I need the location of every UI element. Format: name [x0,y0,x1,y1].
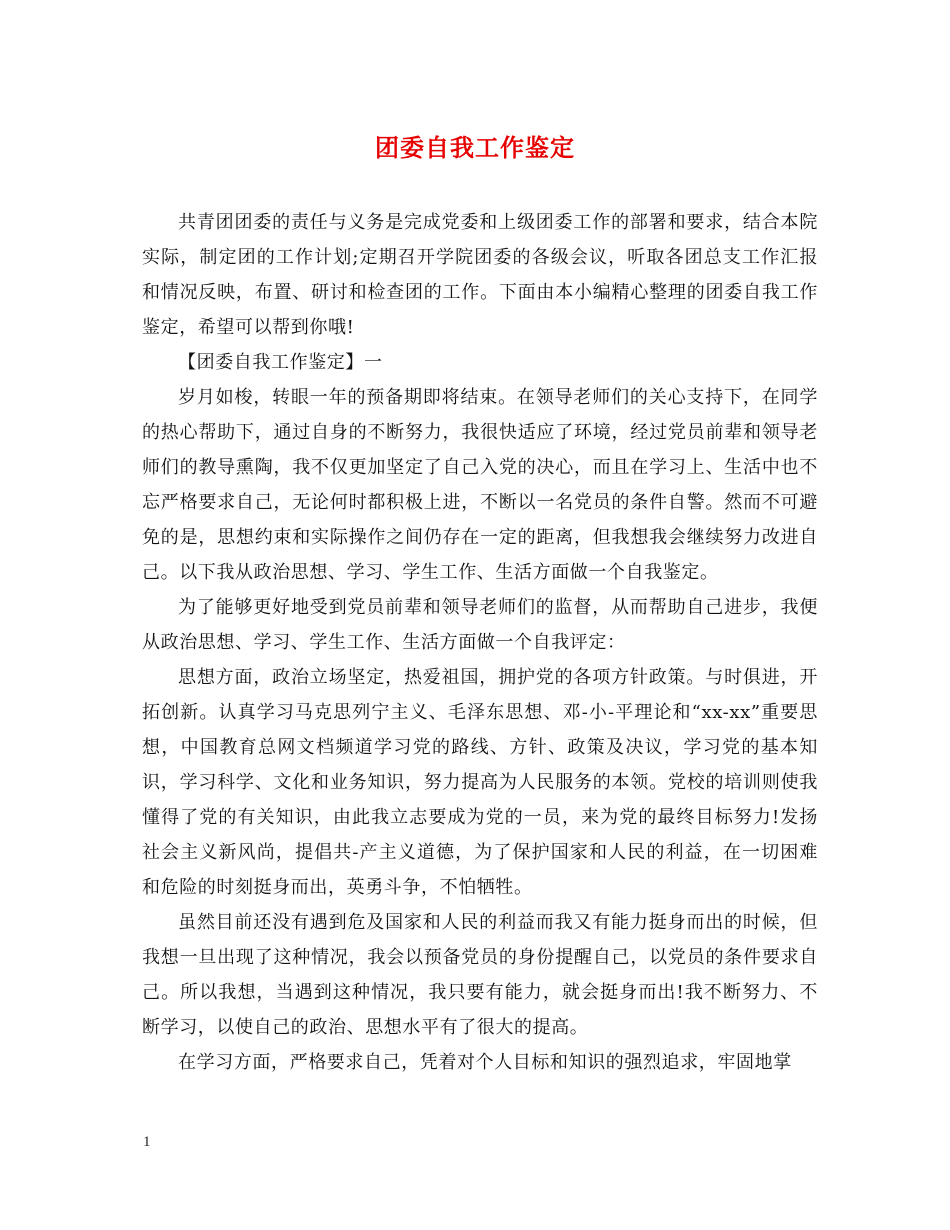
paragraph-intro: 共青团团委的责任与义务是完成党委和上级团委工作的部署和要求，结合本院实际，制定团的工作计划;定期召开学院团委的各级会议，听取各团总支工作汇报和情况反映，布置、研讨和检查团的工作。下面由本小编精心整理的团委自我工作鉴定，希望可以帮到你哦! [142,212,818,338]
paragraph-overview: 岁月如梭，转眼一年的预备期即将结束。在领导老师们的关心支持下，在同学的热心帮助下，通过自身的不断努力，我很快适应了环境，经过党员前辈和领导老师们的教导熏陶，我不仅更加坚定了自己入党的决心，而且在学习上、生活中也不忘严格要求自己，无论何时都积极上进，不断以一名党员的条件自警。然而不可避免的是，思想约束和实际操作之间仍存在一定的距离，但我想我会继续努力改进自己。以下我从政治思想、学习、学生工作、生活方面做一个自我鉴定。 [142,387,818,583]
paragraph-purpose: 为了能够更好地受到党员前辈和领导老师们的监督，从而帮助自己进步，我便从政治思想、学习、学生工作、生活方面做一个自我评定： [142,597,818,653]
section-heading: 【团委自我工作鉴定】一 [178,352,383,373]
paragraph-thought: 思想方面，政治立场坚定，热爱祖国，拥护党的各项方针政策。与时俱进，开拓创新。认真学习马克思列宁主义、毛泽东思想、邓-小-平理论和“xx-xx”重要思想，中国教育总网文档频道学习党的路线、方针、政策及决议，学习党的基本知识，学习科学、文化和业务知识，努力提高为人民服务的本领。党校的培训则使我懂得了党的有关知识，由此我立志要成为党的一员，来为党的最终目标努力!发扬社会主义新风尚，提倡共-产主义道德，为了保护国家和人民的利益，在一切困难和危险的时刻挺身而出，英勇斗争，不怕牺牲。 [142,667,818,898]
page-number: 1 [143,1134,151,1150]
document-body [142,205,818,1080]
paragraph-study: 在学习方面，严格要求自己，凭着对个人目标和知识的强烈追求，牢固地掌 [178,1052,792,1073]
document-title: 团委自我工作鉴定 [375,133,575,162]
paragraph-readiness: 虽然目前还没有遇到危及国家和人民的利益而我又有能力挺身而出的时候，但我想一旦出现了这种情况，我会以预备党员的身份提醒自己，以党员的条件要求自己。所以我想，当遇到这种情况，我只要有能力，就会挺身而出!我不断努力、不断学习，以使自己的政治、思想水平有了很大的提高。 [142,912,818,1038]
